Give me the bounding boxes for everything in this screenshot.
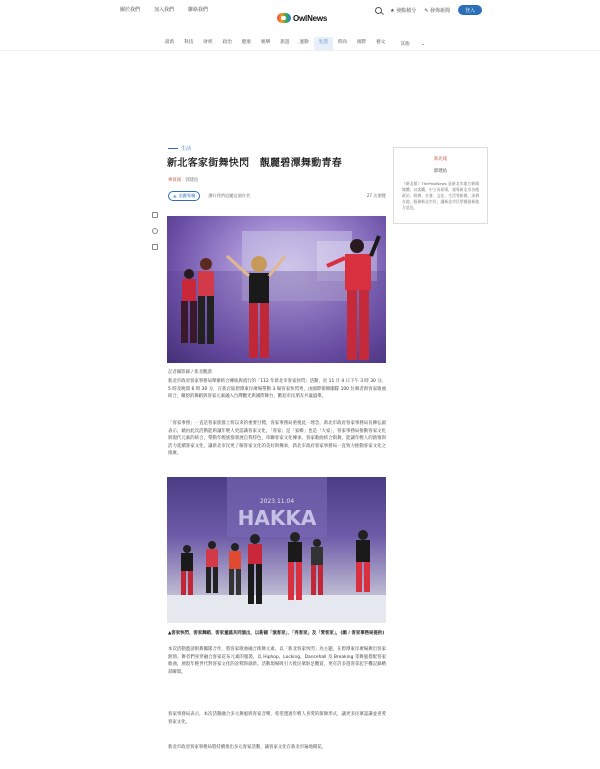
section-tag[interactable] xyxy=(168,145,191,152)
paragraph-1: 新北市政府客家事務局舉辦結合傳統與流行的「112 年新北市客家快閃」活動，於 11 月 4 日下午 3 時 30 分、5 時及晚間 6 時 30 分，在新店區碧潭東岸廣場帶動 3 場客家快閃秀，由國際街舞團隊 100 位舞者與客家歌曲結合，繽紛的舞蹈與客家元素融入台灣觀光與國際舞台，歡迎市民朋友共襄盛舉。 xyxy=(168,379,386,400)
follow-note: 讚好我們追蹤這個作者 xyxy=(208,193,251,198)
header-actions xyxy=(375,5,482,15)
photo-stage-illustration xyxy=(167,477,386,623)
logo-wordmark: OwlNews xyxy=(293,13,328,23)
write-label: 發佈新聞 xyxy=(429,7,450,14)
login-button[interactable]: 登入 xyxy=(458,5,482,15)
author-sidebox xyxy=(393,147,488,224)
points-label: 發點積分 xyxy=(396,7,417,14)
header-links xyxy=(120,6,208,13)
plus-icon: ⊕ xyxy=(173,193,177,199)
follow-label: 追蹤專欄 xyxy=(178,193,196,198)
owl-logo-icon xyxy=(277,13,291,23)
nav-item[interactable]: 政治 xyxy=(222,40,232,45)
article-title: 新北客家街舞快閃 靚麗碧潭舞動青春 xyxy=(167,158,343,169)
photo-dancers-illustration xyxy=(167,216,386,363)
nav-item[interactable]: 最新 xyxy=(165,40,175,45)
link-icon[interactable] xyxy=(152,228,158,234)
nav-item[interactable]: 國際 xyxy=(357,40,367,45)
nav-more-label: 其他 xyxy=(400,42,410,47)
write-link[interactable]: ✎ 發佈新聞 xyxy=(424,7,450,14)
follow-row xyxy=(168,191,386,201)
sidebox-label[interactable]: 新北報 xyxy=(433,157,448,162)
nav-item[interactable]: 財經 xyxy=(203,40,213,45)
photo2-caption: ▲客家快閃、客家舞蹈、客家童謠共同演出，以新穎「演客家」、「秀客家」及「愛客家」，(圖 / 客家事務局提供) xyxy=(168,631,385,636)
about-link[interactable]: 關於我們 xyxy=(120,7,141,13)
join-link[interactable]: 加入我們 xyxy=(154,7,175,13)
sidebox-description: 《新北報》ThePostNews 是新北市地方新聞媒體，以客觀、中立為原則，報導新北市各地政治、經濟、社會、文化、生活等新聞，深耕在地，服務新北市民，讓新北市民掌握最新地方消息。 xyxy=(402,181,479,210)
article-photo-dancers xyxy=(167,216,386,363)
nav-item-more[interactable] xyxy=(390,37,435,51)
stage-date-text: 2023.11.04 xyxy=(259,498,295,505)
chevron-down-icon: ⌄ xyxy=(421,42,425,47)
bookmark-icon[interactable] xyxy=(152,244,158,250)
article-photo-stage xyxy=(167,477,386,623)
follow-button[interactable] xyxy=(168,191,200,201)
points-link[interactable]: ★ 發點積分 xyxy=(390,7,417,14)
paragraph-5: 新北市政府客家事務局將持續推出多元客家活動，讓客家文化在新北市遍地開花。 xyxy=(168,745,327,750)
paragraph-4: 客家事務局表示，本次活動融合多元舞風與客家音樂，希望透過年輕人喜愛的街舞形式，讓更多民眾認識並喜愛客家文化。 xyxy=(168,712,386,725)
category-nav xyxy=(160,37,435,51)
photo1-caption: 記者攝影錄 / 新北觀讀 xyxy=(168,370,212,375)
author-row xyxy=(168,177,198,183)
sidebox-author-name[interactable]: 郭建佑 xyxy=(433,169,448,174)
view-count: 27 次瀏覽 xyxy=(366,193,386,198)
paragraph-2: 「客家事務」一直是客家族群上班以來的重要目標，客家事務局重視此一理念，新北市政府客家事務局長陳弘毅表示，藉由此次活動能夠讓年輕人更認識客家文化，「客家」是「家鄉」也是「大家」，客家事務局推動客家文化與現代元素的結合，帶動年輕族群發展自我特色，串聯客家文化傳承，客家歌曲結合街舞，能讓年輕人的熱情與活力延續客家文化，讓新北市民更了解客家文化的美好與傳承，新北市政府客家事務局一直致力推動客家文化之推廣。 xyxy=(168,421,386,457)
nav-item[interactable]: 運動 xyxy=(299,40,309,45)
nav-item[interactable]: 娛樂 xyxy=(261,40,271,45)
top-bar xyxy=(0,0,600,24)
section-label: 生活 xyxy=(181,146,192,152)
nav-item[interactable]: 健康 xyxy=(241,40,252,45)
nav-divider xyxy=(0,50,600,51)
section-bar xyxy=(168,148,178,149)
site-logo[interactable] xyxy=(277,13,327,23)
share-column xyxy=(152,212,158,250)
contact-link[interactable]: 聯絡我們 xyxy=(188,7,209,13)
nav-item[interactable]: 科技 xyxy=(184,40,194,45)
nav-item[interactable]: 時尚 xyxy=(337,40,348,45)
stage-hakka-text: HAKKA xyxy=(237,506,317,530)
search-icon[interactable] xyxy=(375,7,382,14)
nav-item-active[interactable]: 生活 xyxy=(314,37,333,51)
reporter-tag: 專員報 xyxy=(168,178,182,183)
reporter-name[interactable]: 郭建佑 xyxy=(185,178,199,183)
share-icon[interactable] xyxy=(152,212,158,218)
paragraph-3: 本次活動邀請街舞團隊合作，將客家歌曲融合街舞元素，以「新北客家快閃」為主題，在碧潭東岸廣場舞出客家熱情。舞者們身穿融合客家花布元素的服裝，以 Hiphop、Locking、Dancehall 及 Breaking 等舞風搭配客家歌曲，展現年輕世代對客家文化的詮釋與創新。活動現場吸引大批民眾駐足觀賞，更有許多遊客拿起手機記錄精彩瞬間。 xyxy=(168,647,386,675)
nav-item[interactable]: 藝文 xyxy=(376,40,386,45)
nav-item[interactable]: 旅遊 xyxy=(280,40,290,45)
